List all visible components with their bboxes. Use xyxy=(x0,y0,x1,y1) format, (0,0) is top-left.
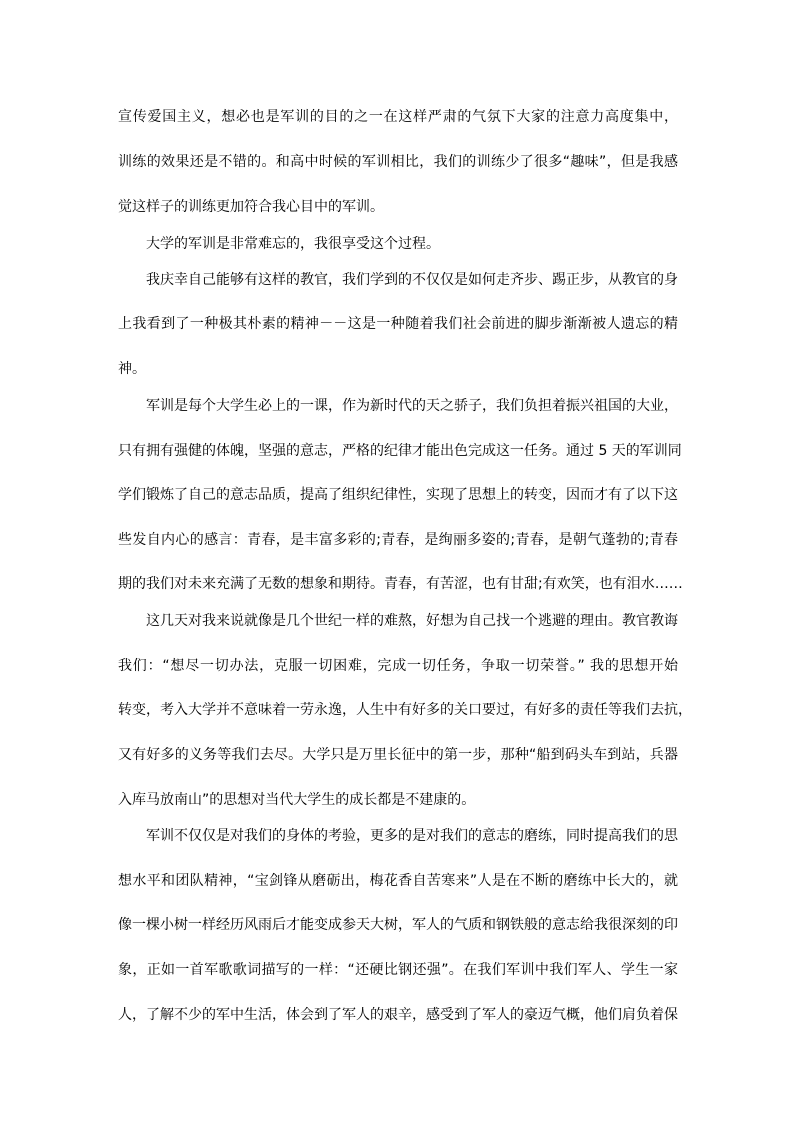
text-line: 些发自内心的感言：青春，是丰富多彩的;青春，是绚丽多姿的;青春，是朝气蓬勃的;青春 xyxy=(118,532,678,548)
text-line: 只有拥有强健的体魄，坚强的意志，严格的纪律才能出色完成这一任务。通过 5 天的军训同 xyxy=(118,443,682,459)
text-line: 神。 xyxy=(118,361,146,377)
text-line: 上我看到了一种极其朴素的精神－－这是一种随着我们社会前进的脚步渐渐被人遗忘的精 xyxy=(118,316,678,332)
text-line: 象，正如一首军歌歌词描写的一样：“还硬比钢还强”。在我们军训中我们军人、学生一家 xyxy=(118,962,678,978)
text-line: 我庆幸自己能够有这样的教官，我们学到的不仅仅是如何走齐步、踢正步，从教官的身 xyxy=(146,272,678,288)
text-line: 大学的军训是非常难忘的，我很享受这个过程。 xyxy=(146,236,440,252)
text-line: 学们锻炼了自己的意志品质，提高了组织纪律性，实现了思想上的转变，因而才有了以下这 xyxy=(118,487,678,503)
text-line: 宣传爱国主义，想必也是军训的目的之一在这样严肃的气氛下大家的注意力高度集中， xyxy=(118,109,678,125)
text-line: 人，了解不少的军中生活，体会到了军人的艰辛，感受到了军人的豪迈气概，他们肩负着保 xyxy=(118,1007,678,1023)
text-line: 又有好多的义务等我们去尽。大学只是万里长征中的第一步，那种“船到码头车到站，兵器 xyxy=(118,747,678,763)
text-line: 军训不仅仅是对我们的身体的考验，更多的是对我们的意志的磨练，同时提高我们的思 xyxy=(146,828,678,844)
text-line: 军训是每个大学生必上的一课，作为新时代的天之骄子，我们负担着振兴祖国的大业， xyxy=(146,398,678,414)
text-line: 训练的效果还是不错的。和高中时候的军训相比，我们的训练少了很多“趣味”，但是我感 xyxy=(118,154,678,170)
text-line: 我们：“想尽一切办法，克服一切困难，完成一切任务，争取一切荣誉。” 我的思想开始 xyxy=(118,658,678,674)
text-line: 入库马放南山”的思想对当代大学生的成长都是不建康的。 xyxy=(118,792,476,808)
text-line: 想水平和团队精神，“宝剑锋从磨砺出，梅花香自苦寒来”人是在不断的磨练中长大的，就 xyxy=(118,873,678,889)
text-line: 转变，考入大学并不意味着一劳永逸，人生中有好多的关口要过，有好多的责任等我们去抗， xyxy=(118,702,692,718)
text-line: 像一棵小树一样经历风雨后才能变成参天大树，军人的气质和钢铁般的意志给我很深刻的印 xyxy=(118,917,678,933)
text-line: 这几天对我来说就像是几个世纪一样的难熬，好想为自己找一个逃避的理由。教官教诲 xyxy=(146,613,678,629)
text-line: 期的我们对未来充满了无数的想象和期待。青春，有苦涩，也有甘甜;有欢笑，也有泪水…… xyxy=(118,576,683,592)
text-line: 觉这样子的训练更加符合我心目中的军训。 xyxy=(118,199,384,215)
